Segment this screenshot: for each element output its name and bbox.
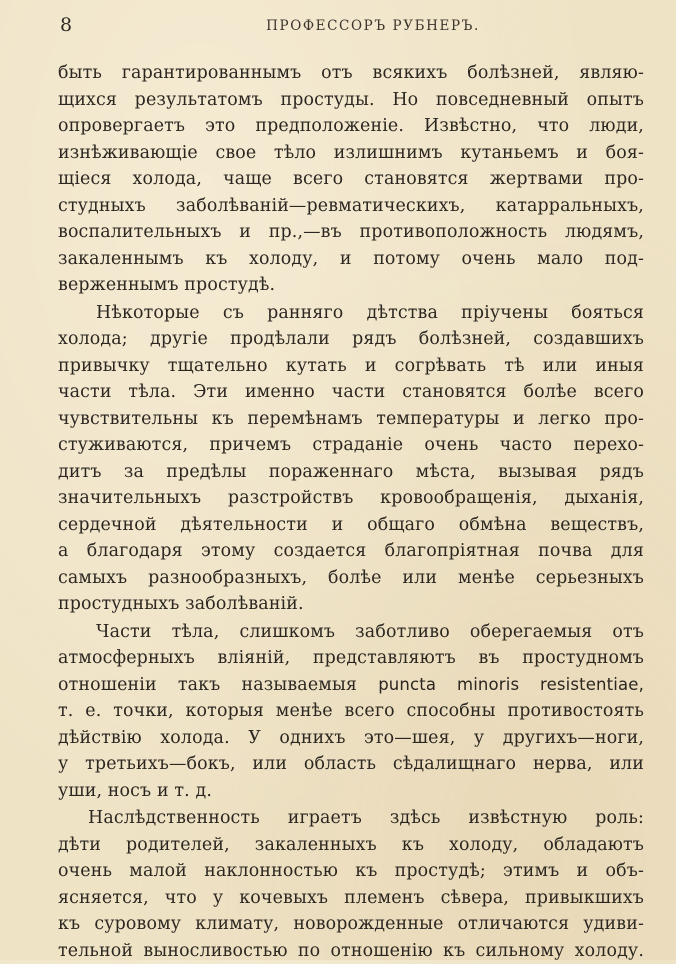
- text-line: воспалительныхъ и пр.,—въ противоположность людямъ,: [58, 219, 644, 246]
- text-line: ясняется, что у кочевыхъ племенъ сѣвера, привыкшихъ: [58, 885, 644, 912]
- text-line: быть гарантированнымъ отъ всякихъ болѣзней, являю-: [58, 60, 644, 87]
- text-line: дѣйствію холода. У однихъ это—шея, у другихъ—ноги,: [58, 725, 644, 752]
- text-line: дитъ за предѣлы пораженнаго мѣста, вызывая рядъ: [58, 459, 644, 486]
- latin-term: puncta minoris resistentiae,: [378, 675, 644, 694]
- text-line: самыхъ разнообразныхъ, болѣе или менѣе серьезныхъ: [58, 565, 644, 592]
- text-line: а благодаря этому создается благопріятная почва для: [58, 538, 644, 565]
- paragraph-4: [58, 805, 644, 964]
- text-line: сердечной дѣятельности и общаго обмѣна веществъ,: [58, 512, 644, 539]
- text-line: у третьихъ—бокъ, или область сѣдалищнаго нерва, или: [58, 751, 644, 778]
- text-line: значительныхъ разстройствъ кровообращенія, дыханія,: [58, 485, 644, 512]
- text-line: студныхъ заболѣваній—ревматическихъ, катарральныхъ,: [58, 193, 644, 220]
- text-line: закаленнымъ къ холоду, и потому очень мало под-: [58, 246, 644, 273]
- page-header: [60, 14, 646, 40]
- text-line: Части тѣла, слишкомъ заботливо оберегаемыя отъ: [58, 619, 644, 646]
- running-title: ПРОФЕССОРЪ РУБНЕРЪ.: [60, 18, 646, 34]
- text-line: стуживаются, причемъ страданіе очень часто перехо-: [58, 432, 644, 459]
- body-text: [58, 60, 644, 964]
- text-line: тельной выносливостью по отношенію къ сильному холоду.: [58, 938, 644, 964]
- paragraph-1: [58, 60, 644, 299]
- text-line: атмосферныхъ вліяній, представляютъ въ простудномъ: [58, 645, 644, 672]
- page-number: 8: [60, 14, 72, 36]
- text-line: т. е. точки, которыя менѣе всего способны противостоять: [58, 698, 644, 725]
- paragraph-2: [58, 300, 644, 618]
- text-line: опровергаетъ это предположеніе. Извѣстно, что люди,: [58, 113, 644, 140]
- paragraph-3: [58, 619, 644, 805]
- text-line: очень малой наклонностью къ простудѣ; этимъ и объ-: [58, 858, 644, 885]
- text-fragment: отношеніи такъ называемыя: [58, 675, 357, 695]
- text-line: холода; другіе продѣлали рядъ болѣзней, создавшихъ: [58, 326, 644, 353]
- text-line: чувствительны къ перемѣнамъ температуры и легко про-: [58, 406, 644, 433]
- text-line: простудныхъ заболѣваній.: [58, 591, 644, 618]
- text-line: щіеся холода, чаще всего становятся жертвами про-: [58, 166, 644, 193]
- text-line: изнѣживающіе свое тѣло излишнимъ кутаньемъ и боя-: [58, 140, 644, 167]
- text-line: щихся результатомъ простуды. Но повседневный опытъ: [58, 87, 644, 114]
- text-line-mixed: [58, 672, 644, 699]
- text-line: привычку тщательно кутать и согрѣвать тѣ или иныя: [58, 353, 644, 380]
- text-line: къ суровому климату, новорожденные отличаются удиви-: [58, 911, 644, 938]
- text-line: Нѣкоторые съ ранняго дѣтства пріучены бояться: [58, 300, 644, 327]
- text-line: Наслѣдственность играетъ здѣсь извѣстную роль:: [58, 805, 644, 832]
- text-line: верженнымъ простудѣ.: [58, 272, 644, 299]
- text-line: уши, носъ и т. д.: [58, 778, 644, 805]
- text-line: дѣти родителей, закаленныхъ къ холоду, обладаютъ: [58, 832, 644, 859]
- text-line: части тѣла. Эти именно части становятся болѣе всего: [58, 379, 644, 406]
